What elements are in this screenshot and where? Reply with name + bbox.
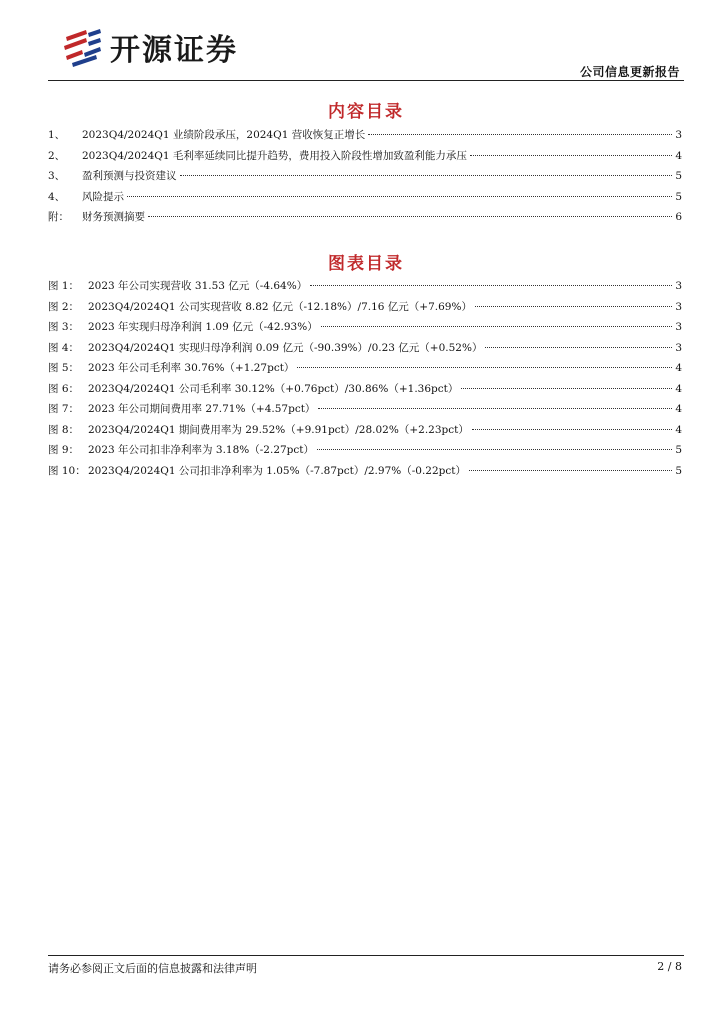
page-header <box>48 18 684 80</box>
toc-entry-text[interactable]: 2023 年公司实现营收 31.53 亿元（-4.64%） <box>88 280 308 292</box>
toc-page-number: 4 <box>675 403 682 415</box>
toc-number: 1、 <box>48 129 66 141</box>
contents-entry[interactable] <box>48 209 682 230</box>
toc-number: 图 2： <box>48 300 80 313</box>
figures-list <box>48 278 682 483</box>
toc-number: 图 9： <box>48 444 80 456</box>
page-number: 2 / 8 <box>657 960 682 973</box>
figure-entry[interactable] <box>48 299 682 320</box>
toc-entry-text[interactable]: 2023Q4/2024Q1 期间费用率为 29.52%（+9.91pct）/28.02%（+2.23pct） <box>88 423 469 436</box>
toc-leader-dots <box>180 175 673 176</box>
toc-number: 图 5： <box>48 362 80 374</box>
toc-number: 图 3： <box>48 321 80 333</box>
toc-page-number: 4 <box>675 362 682 374</box>
toc-entry-text[interactable]: 2023Q4/2024Q1 公司毛利率 30.12%（+0.76pct）/30.86%（+1.36pct） <box>88 382 459 395</box>
figure-entry[interactable] <box>48 401 682 422</box>
toc-number: 4、 <box>48 190 66 203</box>
header-divider <box>48 80 684 81</box>
toc-entry-text[interactable]: 2023Q4/2024Q1 公司实现营收 8.82 亿元（-12.18%）/7.16 亿元（+7.69%） <box>88 300 472 313</box>
toc-number: 图 1： <box>48 280 80 292</box>
footer-disclaimer: 请务必参阅正文后面的信息披露和法律声明 <box>48 962 257 975</box>
toc-page-number: 5 <box>675 444 682 456</box>
toc-number: 3、 <box>48 170 66 182</box>
figure-entry[interactable] <box>48 381 682 402</box>
toc-page-number: 5 <box>675 170 682 182</box>
footer-divider <box>48 955 684 956</box>
toc-entry-text[interactable]: 2023Q4/2024Q1 业绩阶段承压，2024Q1 营收恢复正增长 <box>82 129 366 141</box>
contents-list <box>48 127 682 230</box>
toc-leader-dots <box>297 367 672 368</box>
toc-leader-dots <box>472 429 672 430</box>
company-logo <box>60 24 238 70</box>
toc-page-number: 4 <box>675 382 682 395</box>
figure-entry[interactable] <box>48 319 682 340</box>
figure-entry[interactable] <box>48 442 682 463</box>
toc-leader-dots <box>148 216 672 217</box>
toc-number: 图 4： <box>48 341 80 354</box>
toc-entry-text[interactable]: 2023 年公司毛利率 30.76%（+1.27pct） <box>88 362 295 374</box>
toc-number: 图 6： <box>48 382 80 395</box>
toc-page-number: 3 <box>675 321 682 333</box>
toc-number: 图 10： <box>48 464 86 477</box>
toc-page-number: 3 <box>675 341 682 354</box>
toc-entry-text[interactable]: 2023Q4/2024Q1 实现归母净利润 0.09 亿元（-90.39%）/0.23 亿元（+0.52%） <box>88 341 483 354</box>
toc-entry-text[interactable]: 2023 年公司期间费用率 27.71%（+4.57pct） <box>88 403 316 415</box>
figure-entry[interactable] <box>48 278 682 299</box>
toc-entry-text[interactable]: 2023 年公司扣非净利率为 3.18%（-2.27pct） <box>88 444 315 456</box>
figure-entry[interactable] <box>48 340 682 361</box>
contents-entry[interactable] <box>48 148 682 169</box>
figure-entry[interactable] <box>48 422 682 443</box>
figures-title: 图表目录 <box>328 254 404 274</box>
toc-page-number: 4 <box>675 423 682 436</box>
toc-leader-dots <box>368 134 672 135</box>
toc-entry-text[interactable]: 2023Q4/2024Q1 毛利率延续同比提升趋势，费用投入阶段性增加致盈利能力承压 <box>82 149 467 162</box>
toc-page-number: 5 <box>675 464 682 477</box>
toc-number: 图 8： <box>48 423 80 436</box>
toc-leader-dots <box>485 347 672 348</box>
toc-leader-dots <box>310 285 672 286</box>
figure-entry[interactable] <box>48 463 682 484</box>
toc-number: 2、 <box>48 149 66 162</box>
toc-leader-dots <box>317 449 672 450</box>
toc-number: 图 7： <box>48 403 80 415</box>
toc-page-number: 5 <box>675 190 682 203</box>
contents-entry[interactable] <box>48 127 682 148</box>
toc-page-number: 4 <box>675 149 682 162</box>
toc-leader-dots <box>127 196 672 197</box>
toc-entry-text[interactable]: 风险提示 <box>82 190 124 203</box>
toc-entry-text[interactable]: 2023 年实现归母净利润 1.09 亿元（-42.93%） <box>88 321 318 333</box>
toc-entry-text[interactable]: 财务预测摘要 <box>82 211 145 223</box>
kaiyuan-logo-icon <box>60 27 104 67</box>
contents-entry[interactable] <box>48 189 682 210</box>
toc-page-number: 3 <box>675 300 682 313</box>
report-type: 公司信息更新报告 <box>579 65 680 79</box>
toc-page-number: 3 <box>675 280 682 292</box>
contents-entry[interactable] <box>48 168 682 189</box>
figure-entry[interactable] <box>48 360 682 381</box>
toc-leader-dots <box>321 326 673 327</box>
toc-number: 附： <box>48 211 69 223</box>
toc-entry-text[interactable]: 2023Q4/2024Q1 公司扣非净利率为 1.05%（-7.87pct）/2.97%（-0.22pct） <box>88 464 466 477</box>
toc-leader-dots <box>469 470 672 471</box>
contents-title: 内容目录 <box>328 102 404 122</box>
toc-entry-text[interactable]: 盈利预测与投资建议 <box>82 170 177 182</box>
toc-leader-dots <box>475 306 672 307</box>
brand-name: 开源证券 <box>110 33 238 68</box>
toc-page-number: 6 <box>675 211 682 223</box>
toc-page-number: 3 <box>675 129 682 141</box>
toc-leader-dots <box>461 388 672 389</box>
toc-leader-dots <box>318 408 672 409</box>
toc-leader-dots <box>470 155 672 156</box>
